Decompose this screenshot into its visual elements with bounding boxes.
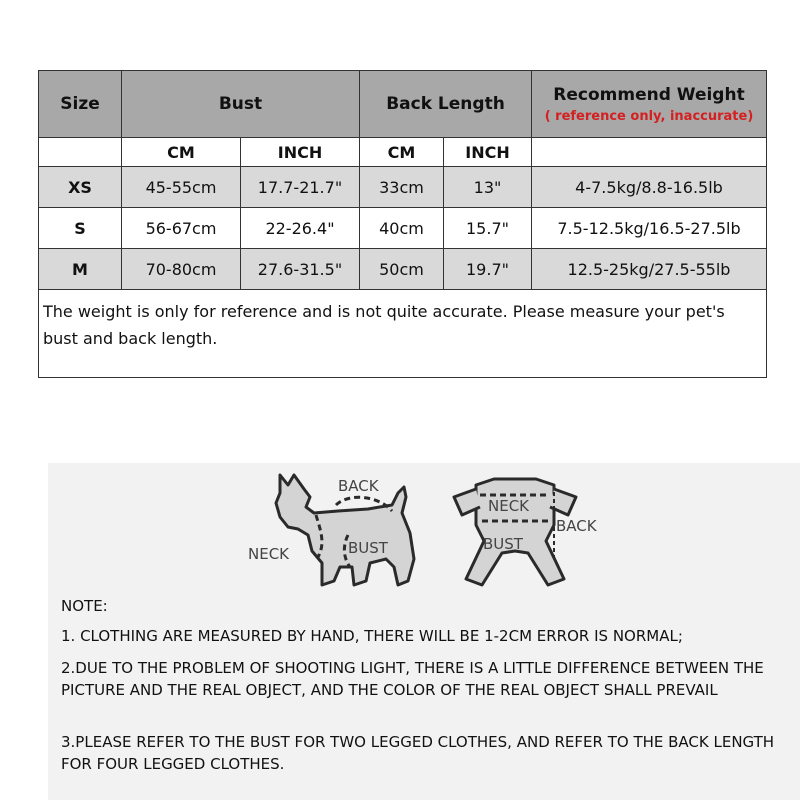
garment-label-neck: NECK — [488, 497, 530, 515]
table-row — [39, 208, 767, 249]
table-footnote: The weight is only for reference and is not quite accurate. Please measure your pet's bust and back length. — [39, 290, 767, 378]
subheader-back-cm: CM — [360, 138, 444, 167]
measurement-panel — [48, 463, 800, 800]
cell-back-inch: 13" — [444, 167, 532, 208]
cell-size: S — [39, 208, 122, 249]
table-row — [39, 167, 767, 208]
cell-weight: 12.5-25kg/27.5-55lb — [532, 249, 767, 290]
cell-bust-inch: 27.6-31.5" — [241, 249, 360, 290]
subheader-bust-inch: INCH — [241, 138, 360, 167]
dog-label-bust: BUST — [348, 539, 388, 557]
cell-back-cm: 33cm — [360, 167, 444, 208]
header-size: Size — [39, 71, 122, 138]
table-subheader-row — [39, 138, 767, 167]
cell-bust-cm: 70-80cm — [122, 249, 241, 290]
cell-back-cm: 50cm — [360, 249, 444, 290]
header-bust: Bust — [122, 71, 360, 138]
cell-size: XS — [39, 167, 122, 208]
cell-bust-inch: 17.7-21.7" — [241, 167, 360, 208]
cell-bust-cm: 56-67cm — [122, 208, 241, 249]
subheader-bust-cm: CM — [122, 138, 241, 167]
garment-label-back: BACK — [556, 517, 597, 535]
dog-label-neck: NECK — [248, 545, 290, 563]
cell-weight: 7.5-12.5kg/16.5-27.5lb — [532, 208, 767, 249]
garment-label-bust: BUST — [483, 535, 523, 553]
cell-back-cm: 40cm — [360, 208, 444, 249]
dog-label-back: BACK — [338, 477, 379, 495]
note-item: 2.DUE TO THE PROBLEM OF SHOOTING LIGHT, THERE IS A LITTLE DIFFERENCE BETWEEN THE PICTURE AND THE REAL OBJECT, AND THE COLOR OF THE REAL OBJECT SHALL PREVAIL — [61, 659, 764, 699]
cell-back-inch: 19.7" — [444, 249, 532, 290]
note-item: 3.PLEASE REFER TO THE BUST FOR TWO LEGGED CLOTHES, AND REFER TO THE BACK LENGTH FOR FOUR LEGGED CLOTHES. — [61, 733, 775, 773]
table-footnote-row — [39, 290, 767, 378]
cell-size: M — [39, 249, 122, 290]
cell-bust-cm: 45-55cm — [122, 167, 241, 208]
note-item: 1. CLOTHING ARE MEASURED BY HAND, THERE WILL BE 1-2CM ERROR IS NORMAL; — [61, 627, 683, 645]
size-chart-table — [38, 70, 767, 378]
cell-bust-inch: 22-26.4" — [241, 208, 360, 249]
table-row — [39, 249, 767, 290]
subheader-back-inch: INCH — [444, 138, 532, 167]
recommend-weight-note: ( reference only, inaccurate) — [544, 108, 754, 124]
subheader-empty — [39, 138, 122, 167]
subheader-empty — [532, 138, 767, 167]
header-back-length: Back Length — [360, 71, 532, 138]
note-title: NOTE: — [61, 597, 108, 615]
recommend-weight-title: Recommend Weight — [553, 84, 745, 105]
cell-weight: 4-7.5kg/8.8-16.5lb — [532, 167, 767, 208]
table-header-row — [39, 71, 767, 138]
cell-back-inch: 15.7" — [444, 208, 532, 249]
header-recommend-weight — [532, 71, 767, 138]
measurement-diagram — [48, 463, 800, 603]
